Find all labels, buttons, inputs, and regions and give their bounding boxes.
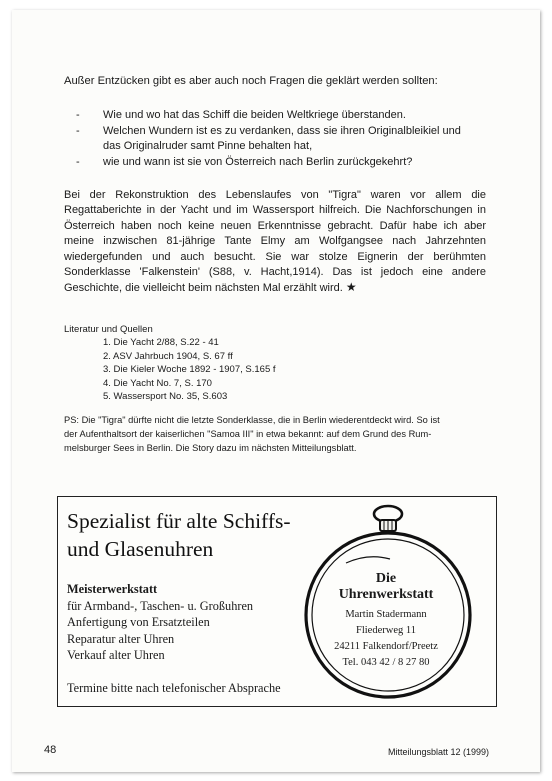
ps-line: der Aufenthaltsort der kaiserlichen "Samoa III" in etwa bekannt: auf dem Grund des Rum- [64,429,432,439]
question-text: Wie und wo hat das Schiff die beiden Weltkriege überstanden. [103,109,406,121]
bullet-dash: - [76,109,80,121]
watch-title-line: Die [375,571,397,586]
star-icon: ★ [345,280,357,295]
watch-owner: Martin Stadermann [345,609,427,620]
question-text: das Originalruder samt Pinne behalten hat, [103,140,313,152]
reference-list [103,336,276,404]
ad-services [67,581,253,664]
ps-line: melsburger Sees in Berlin. Die Story dazu im nächsten Mitteilungsblatt. [64,443,357,453]
intro-sentence: Außer Entzücken gibt es aber auch noch Fragen die geklärt werden sollten: [64,75,438,87]
ad-service-line: Anfertigung von Ersatzteilen [67,615,210,629]
watch-street: Fliederweg 11 [356,625,416,636]
ad-service-line: Verkauf alter Uhren [67,648,165,662]
watch-phone: Tel. 043 42 / 8 27 80 [342,657,430,668]
body-paragraph [64,188,486,297]
question-text: Welchen Wundern ist es zu verdanken, dass sie ihren Originalbleikiel und [103,124,461,137]
ad-footer: Termine bitte nach telefonischer Absprache [67,681,281,695]
question-item [76,155,486,171]
bullet-dash: - [76,124,80,137]
ad-title [67,507,291,563]
reference-item: 5. Wassersport No. 35, S.603 [103,391,228,403]
watch-title-line: Uhrenwerkstatt [338,587,434,602]
reference-item: 2. ASV Jahrbuch 1904, S. 67 ff [103,350,233,362]
question-text: wie und wann ist sie von Österreich nach Berlin zurückgekehrt? [103,155,413,168]
ad-workshop: Meisterwerkstatt [67,582,158,596]
ps-line: PS: Die "Tigra" dürfte nicht die letzte Sonderklasse, die in Berlin wiederentdeckt wird. So ist [64,415,440,425]
reference-item: 3. Die Kieler Woche 1892 - 1907, S.165 f [103,364,276,376]
ad-service-line: für Armband-, Taschen- u. Großuhren [67,598,254,613]
body-text: Bei der Rekonstruktion des Lebenslaufes von "Tigra" waren vor allem die Regattaberichte in der Yacht und im Wassersport hilfreich. Die Nachforschungen in Österreich haben noch keine neuen Erkenntnisse gebracht. Dafür habe ich aber meine inzwischen 81-jährige Tante Elmy am Wolfgangsee nach Jahrzehnten wiedergefunden und auch besucht. Sie war stolze Eignerin der berühmten Sonderklasse 'Falkenstein' (S88, v. Hacht,1914). Das ist jedoch eine andere Geschichte, die vielleicht beim nächsten Mal erzählt wird. [64,189,486,295]
ad-service-line: Reparatur alter Uhren [67,631,175,646]
page-number: 48 [44,744,57,756]
advertisement-box [57,496,497,707]
literature-heading: Literatur und Quellen [64,324,153,335]
publication-footer: Mitteilungsblatt 12 (1999) [388,747,490,757]
reference-item: 1. Die Yacht 2/88, S.22 - 41 [103,337,219,348]
postscript [64,413,486,455]
watch-city: 24211 Falkendorf/Preetz [334,641,438,652]
question-list [76,108,486,170]
watch-label [318,571,454,671]
question-item [76,108,486,124]
bullet-dash: - [76,155,80,168]
reference-item: 4. Die Yacht No. 7, S. 170 [103,377,212,389]
ad-title-line: und Glasenuhren [67,537,214,561]
ad-title-line: Spezialist für alte Schiffs- [67,509,291,533]
question-item [76,124,486,155]
